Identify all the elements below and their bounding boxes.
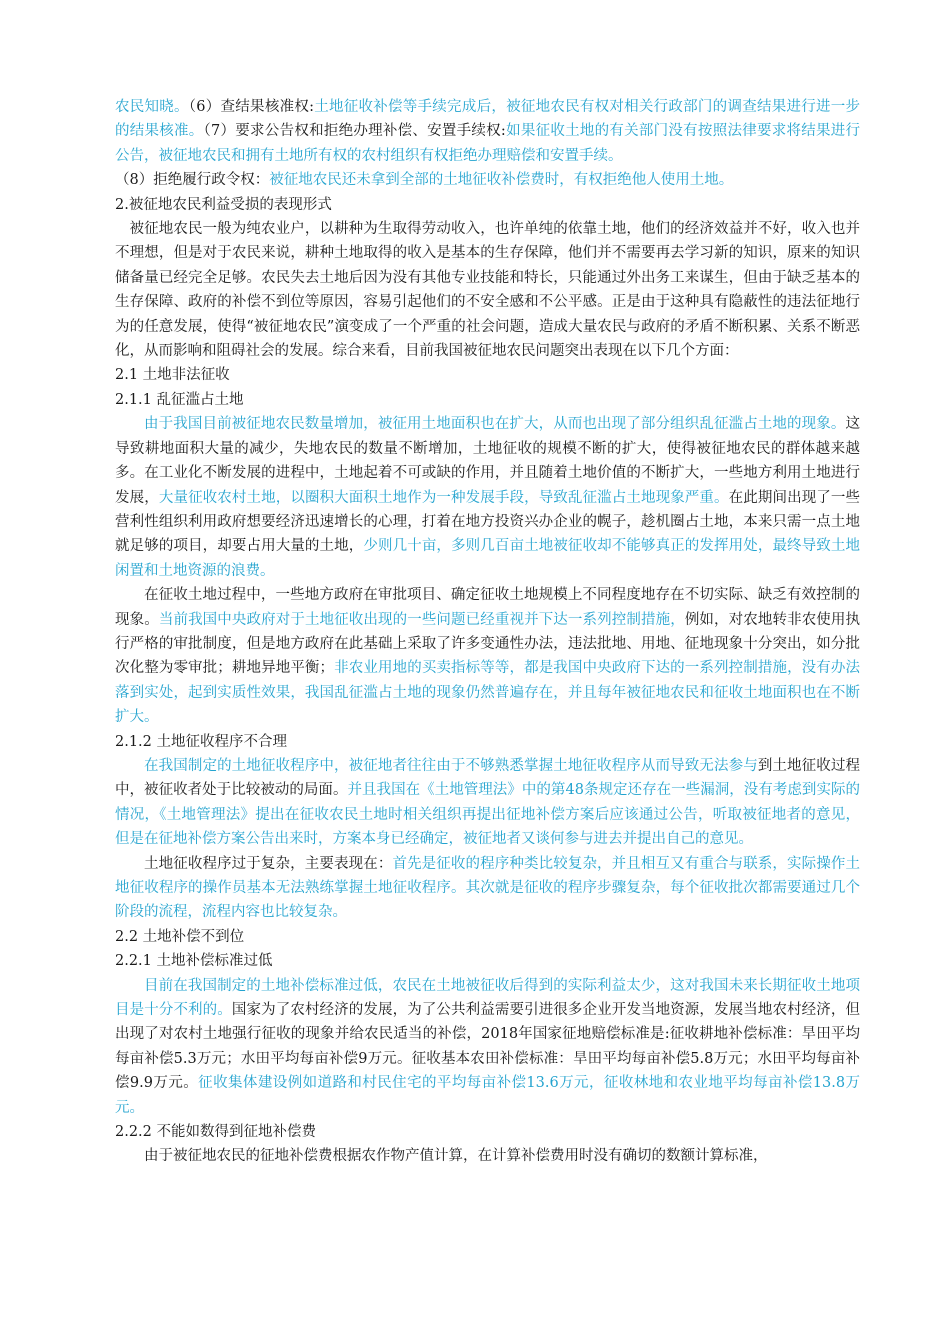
text-highlight: 如果征收土地的有关部门没有按照法律要求将结果进行公告，被征地农民和拥有土地所有权的农村组织有权拒绝办理赔偿和安置手续。 bbox=[115, 123, 861, 164]
paragraph-complexity bbox=[115, 852, 860, 925]
text-highlight: 农民知晓。 bbox=[115, 99, 189, 115]
section-heading-2-2: 2.2 土地补偿不到位 bbox=[115, 928, 245, 945]
section-heading-2: 2.被征地农民利益受损的表现形式 bbox=[115, 196, 332, 213]
text-plain: 在此期间出现了一些营利性组织利用政府想要经济迅速增长的心理，打着在地方投资兴办企业的幌子，趁机圈占土地，本来只需一点土地就足够的项目，却要占用大量的土地， bbox=[115, 489, 861, 555]
text-highlight: 目前在我国制定的土地补偿标准过低，农民在土地被征收后得到的实际利益太少，这对我国未来长期征收土地项目是十分不利的。 bbox=[115, 977, 860, 1019]
text-highlight: 征收集体建设例如道路和村民住宅的平均每亩补偿13.6万元，征收林地和农业地平均每亩补偿13.8万元。 bbox=[115, 1075, 860, 1116]
paragraph-rights-8 bbox=[115, 168, 860, 192]
paragraph-illegal-occupation bbox=[115, 412, 860, 583]
section-heading-2-2-1: 2.2.1 土地补偿标准过低 bbox=[115, 953, 273, 970]
paragraph-compensation-fee: 由于被征地农民的征地补偿费根据农作物产值计算，在计算补偿费用时没有确切的数额计算标准， bbox=[144, 1148, 768, 1165]
text-highlight: 在我国制定的土地征收程序中，被征地者往往由于不够熟悉掌握土地征收程序从而导致无法参与 bbox=[144, 757, 758, 774]
section-heading-2-1-1: 2.1.1 乱征滥占土地 bbox=[115, 391, 244, 408]
text-plain: 到土地征收过程中，被征收者处于比较被动的局面。 bbox=[115, 757, 860, 799]
paragraph-rights bbox=[115, 95, 860, 168]
text-highlight: 被征地农民还未拿到全部的土地征收补偿费时，有权拒绝他人使用土地。 bbox=[269, 172, 734, 189]
text-plain: （6）查结果核准权: bbox=[188, 99, 314, 115]
text-plain: 在征收土地过程中，一些地方政府在审批项目、确定征收土地规模上不同程度地存在不切实际、缺乏有效控制的现象。 bbox=[115, 587, 860, 628]
text-plain: 这导致耕地面积大量的减少，失地农民的数量不断增加，土地征收的规模不断的扩大，使得被征地农民的群体越来越多。在工业化不断发展的进程中，土地起着不可或缺的作用，并且随着土地价值的不断扩大，一些地方利用土地进行发展， bbox=[115, 416, 860, 506]
text-highlight: 并且我国在《土地管理法》中的第48条规定还存在一些漏洞，没有考虑到实际的情况，《土地管理法》提出在征收农民土地时相关组织再提出征地补偿方案后应该通过公告，听取被征地者的意见，但是在征地补偿方案公告出来时，方案本身已经确定，被征地者又谈何参与进去并提出自己的意见。 bbox=[115, 782, 860, 848]
paragraph-approval bbox=[115, 583, 860, 729]
section-heading-2-1: 2.1 土地非法征收 bbox=[115, 367, 230, 384]
text-plain: （8）拒绝履行政令权： bbox=[115, 172, 270, 189]
text-highlight: 由于我国目前被征地农民数量增加，被征用土地面积也在扩大，从而也出现了部分组织乱征滥占土地的现象。 bbox=[144, 416, 846, 433]
section-heading-2-2-2: 2.2.2 不能如数得到征地补偿费 bbox=[115, 1124, 317, 1141]
text-highlight: 当前我国中央政府对于土地征收出现的一些问题已经重视并下达一系列控制措施， bbox=[158, 611, 685, 628]
section-heading-2-1-2: 2.1.2 土地征收程序不合理 bbox=[115, 733, 288, 750]
text-highlight: 大量征收农村土地，以圈积大面积土地作为一种发展手段，导致乱征滥占土地现象严重。 bbox=[158, 489, 729, 506]
document-page bbox=[115, 95, 860, 1169]
paragraph-procedure bbox=[115, 754, 860, 852]
text-plain: （7）要求公告权和拒绝办理补偿、安置手续权: bbox=[203, 123, 506, 140]
text-plain: 国家为了农村经济的发展，为了公共利益需要引进很多企业开发当地资源，发展当地农村经济，但出现了对农村土地强行征收的现象并给农民适当的补偿，2018年国家征地赔偿标准是:征收耕地补偿标准：旱田平均每亩补偿5.3万元；水田平均每亩补偿9万元。征收基本农田补偿标准：旱田平均每亩补偿5.8万元；水田平均每亩补偿9.9万元。 bbox=[115, 1002, 861, 1092]
text-highlight: 土地征收补偿等手续完成后，被征地农民有权对相关行政部门的调查结果进行进一步的结果核准。 bbox=[115, 99, 861, 140]
text-highlight: 非农业用地的买卖指标等等，都是我国中央政府下达的一系列控制措施，没有办法落到实处，起到实质性效果，我国乱征滥占土地的现象仍然普遍存在，并且每年被征地农民和征收土地面积也在不断扩大。 bbox=[115, 660, 861, 726]
paragraph-compensation-standard bbox=[115, 974, 860, 1120]
text-highlight: 少则几十亩，多则几百亩土地被征收却不能够真正的发挥用处，最终导致土地闲置和土地资源的浪费。 bbox=[115, 538, 861, 579]
text-plain: 土地征收程序过于复杂，主要表现在： bbox=[144, 855, 393, 872]
text-plain: 例如，对农地转非农使用执行严格的审批制度，但是地方政府在此基础上采取了许多变通性办法，违法批地、用地、征地现象十分突出，如分批次化整为零审批；耕地异地平衡； bbox=[115, 611, 861, 677]
paragraph-overview: 被征地农民一般为纯农业户，以耕种为生取得劳动收入，也许单纯的依靠土地，他们的经济效益并不好，收入也并不理想，但是对于农民来说，耕种土地取得的收入是基本的生存保障，他们并不需要再去学习新的知识，原来的知识储备量已经完全足够。农民失去土地后因为没有其他专业技能和特长，只能通过外出务工来谋生，但由于缺乏基本的生存保障、政府的补偿不到位等原因，容易引起他们的不安全感和不公平感。正是由于这种具有隐蔽性的违法征地行为的任意发展，使得“被征地农民”演变成了一个严重的社会问题，造成大量农民与政府的矛盾不断积累、关系不断恶化，从而影响和阻碍社会的发展。综合来看，目前我国被征地农民问题突出表现在以下几个方面： bbox=[115, 221, 860, 360]
text-highlight: 首先是征收的程序种类比较复杂，并且相互又有重合与联系，实际操作土地征收程序的操作员基本无法熟练掌握土地征收程序。其次就是征收的程序步骤复杂，每个征收批次都需要通过几个阶段的流程，流程内容也比较复杂。 bbox=[115, 855, 861, 921]
